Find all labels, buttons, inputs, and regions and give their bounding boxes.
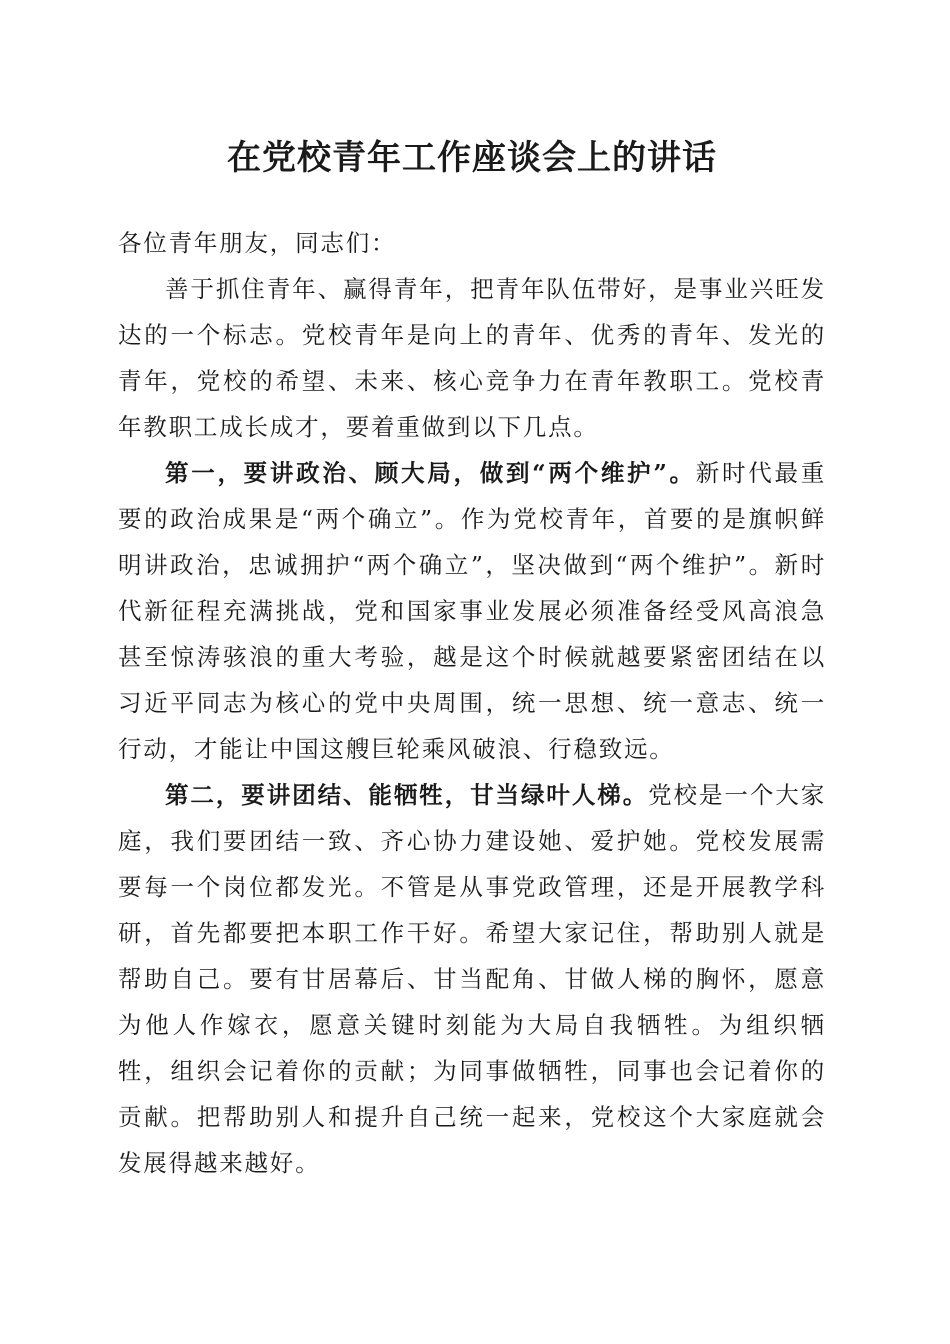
- section-paragraph-2: [118, 772, 826, 1186]
- intro-paragraph: 善于抓住青年、赢得青年，把青年队伍带好，是事业兴旺发达的一个标志。党校青年是向上的青年、优秀的青年、发光的青年，党校的希望、未来、核心竞争力在青年教职工。党校青年教职工成长成才，要着重做到以下几点。: [118, 275, 826, 441]
- section-2-text: 党校是一个大家庭，我们要团结一致、齐心协力建设她、爱护她。党校发展需要每一个岗位都发光。不管是从事党政管理，还是开展教学科研，首先都要把本职工作干好。希望大家记住，帮助别人就是帮助自己。要有甘居幕后、甘当配角、甘做人梯的胸怀，愿意为他人作嫁衣，愿意关键时刻能为大局自我牺牲。为组织牺牲，组织会记着你的贡献；为同事做牺牲，同事也会记着你的贡献。把帮助别人和提升自己统一起来，党校这个大家庭就会发展得越来越好。: [118, 781, 826, 1177]
- salutation: 各位青年朋友，同志们：: [118, 229, 397, 257]
- section-1-lead: 第一，要讲政治、顾大局，做到“两个维护”。: [165, 459, 696, 487]
- document-page: [118, 128, 826, 1186]
- document-body: [118, 220, 826, 1186]
- document-title: 在党校青年工作座谈会上的讲话: [227, 138, 717, 178]
- section-paragraph-1: [118, 450, 826, 772]
- section-2-lead: 第二，要讲团结、能牺牲，甘当绿叶人梯。: [165, 781, 649, 809]
- section-1-text: 新时代最重要的政治成果是“两个确立”。作为党校青年，首要的是旗帜鲜明讲政治，忠诚拥护“两个确立”，坚决做到“两个维护”。新时代新征程充满挑战，党和国家事业发展必须准备经受风高浪急甚至惊涛骇浪的重大考验，越是这个时候就越要紧密团结在以习近平同志为核心的党中央周围，统一思想、统一意志、统一行动，才能让中国这艘巨轮乘风破浪、行稳致远。: [118, 459, 827, 763]
